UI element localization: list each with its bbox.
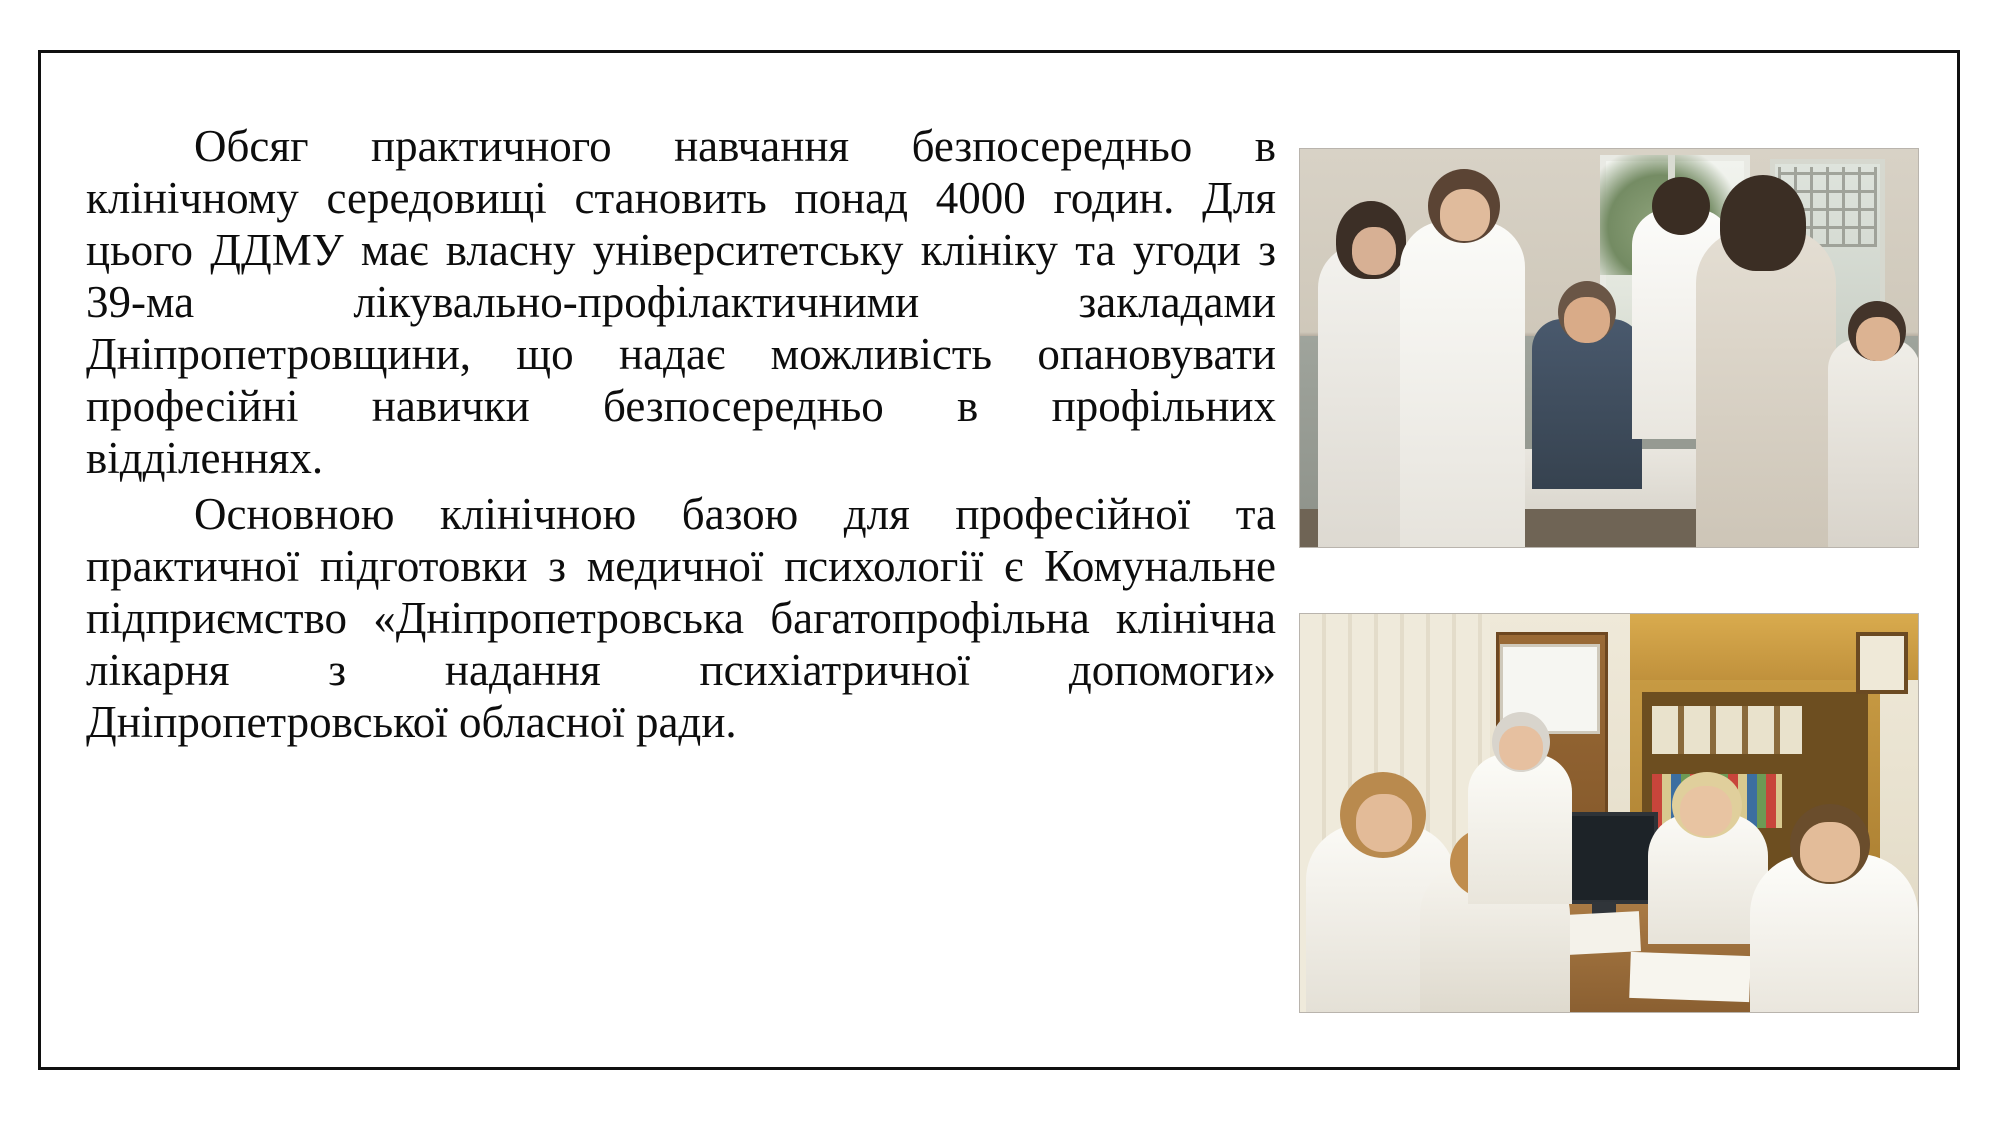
slide-text-block: [86, 121, 1276, 749]
office-person-4-face: [1680, 786, 1732, 836]
office-person-1-face: [1356, 794, 1412, 852]
ward-patient-face: [1564, 297, 1610, 343]
ward-patient-body: [1532, 319, 1642, 489]
photo-column: [1299, 148, 1919, 1013]
photo-ward-round: [1299, 148, 1919, 548]
photo-consultation-office: [1299, 613, 1919, 1013]
ward-person-student-3-head: [1720, 175, 1806, 271]
office-person-3-coat: [1468, 754, 1572, 904]
office-shelf-frames: [1652, 706, 1802, 754]
ward-person-doctor-face: [1440, 189, 1490, 241]
slide-content: [41, 53, 1957, 1067]
office-wall-picture: [1856, 632, 1908, 694]
ward-person-student-4-coat: [1828, 339, 1919, 548]
ward-person-student-2-head: [1652, 177, 1710, 235]
slide-frame: [38, 50, 1960, 1070]
office-person-3-face: [1499, 726, 1543, 770]
paragraph-practical-training: Обсяг практичного навчання безпосередньо в клінічному середовищі становить понад 4000 годин. Для цього ДДМУ має власну університетську клініку та угоди з 39-ма лікувально-профілактичними закладами Дніпропетровщини, що надає можливість опановувати професійні навички безпосередньо в профільних відділеннях.: [86, 121, 1276, 483]
ward-person-student-1-face: [1352, 227, 1396, 275]
office-person-5-face: [1800, 822, 1860, 882]
paragraph-clinical-base: Основною клінічною базою для професійної та практичної підготовки з медичної психології є Комунальне підприємство «Дніпропетровська багатопрофільна клінічна лікарня з надання психіатричної допомоги» Дніпропетровської обласної ради.: [86, 488, 1276, 747]
office-desk-papers-2: [1629, 952, 1751, 1002]
ward-person-student-4-face: [1856, 317, 1900, 361]
ward-person-student-3-coat: [1696, 229, 1836, 548]
ward-person-doctor-coat: [1400, 221, 1525, 548]
